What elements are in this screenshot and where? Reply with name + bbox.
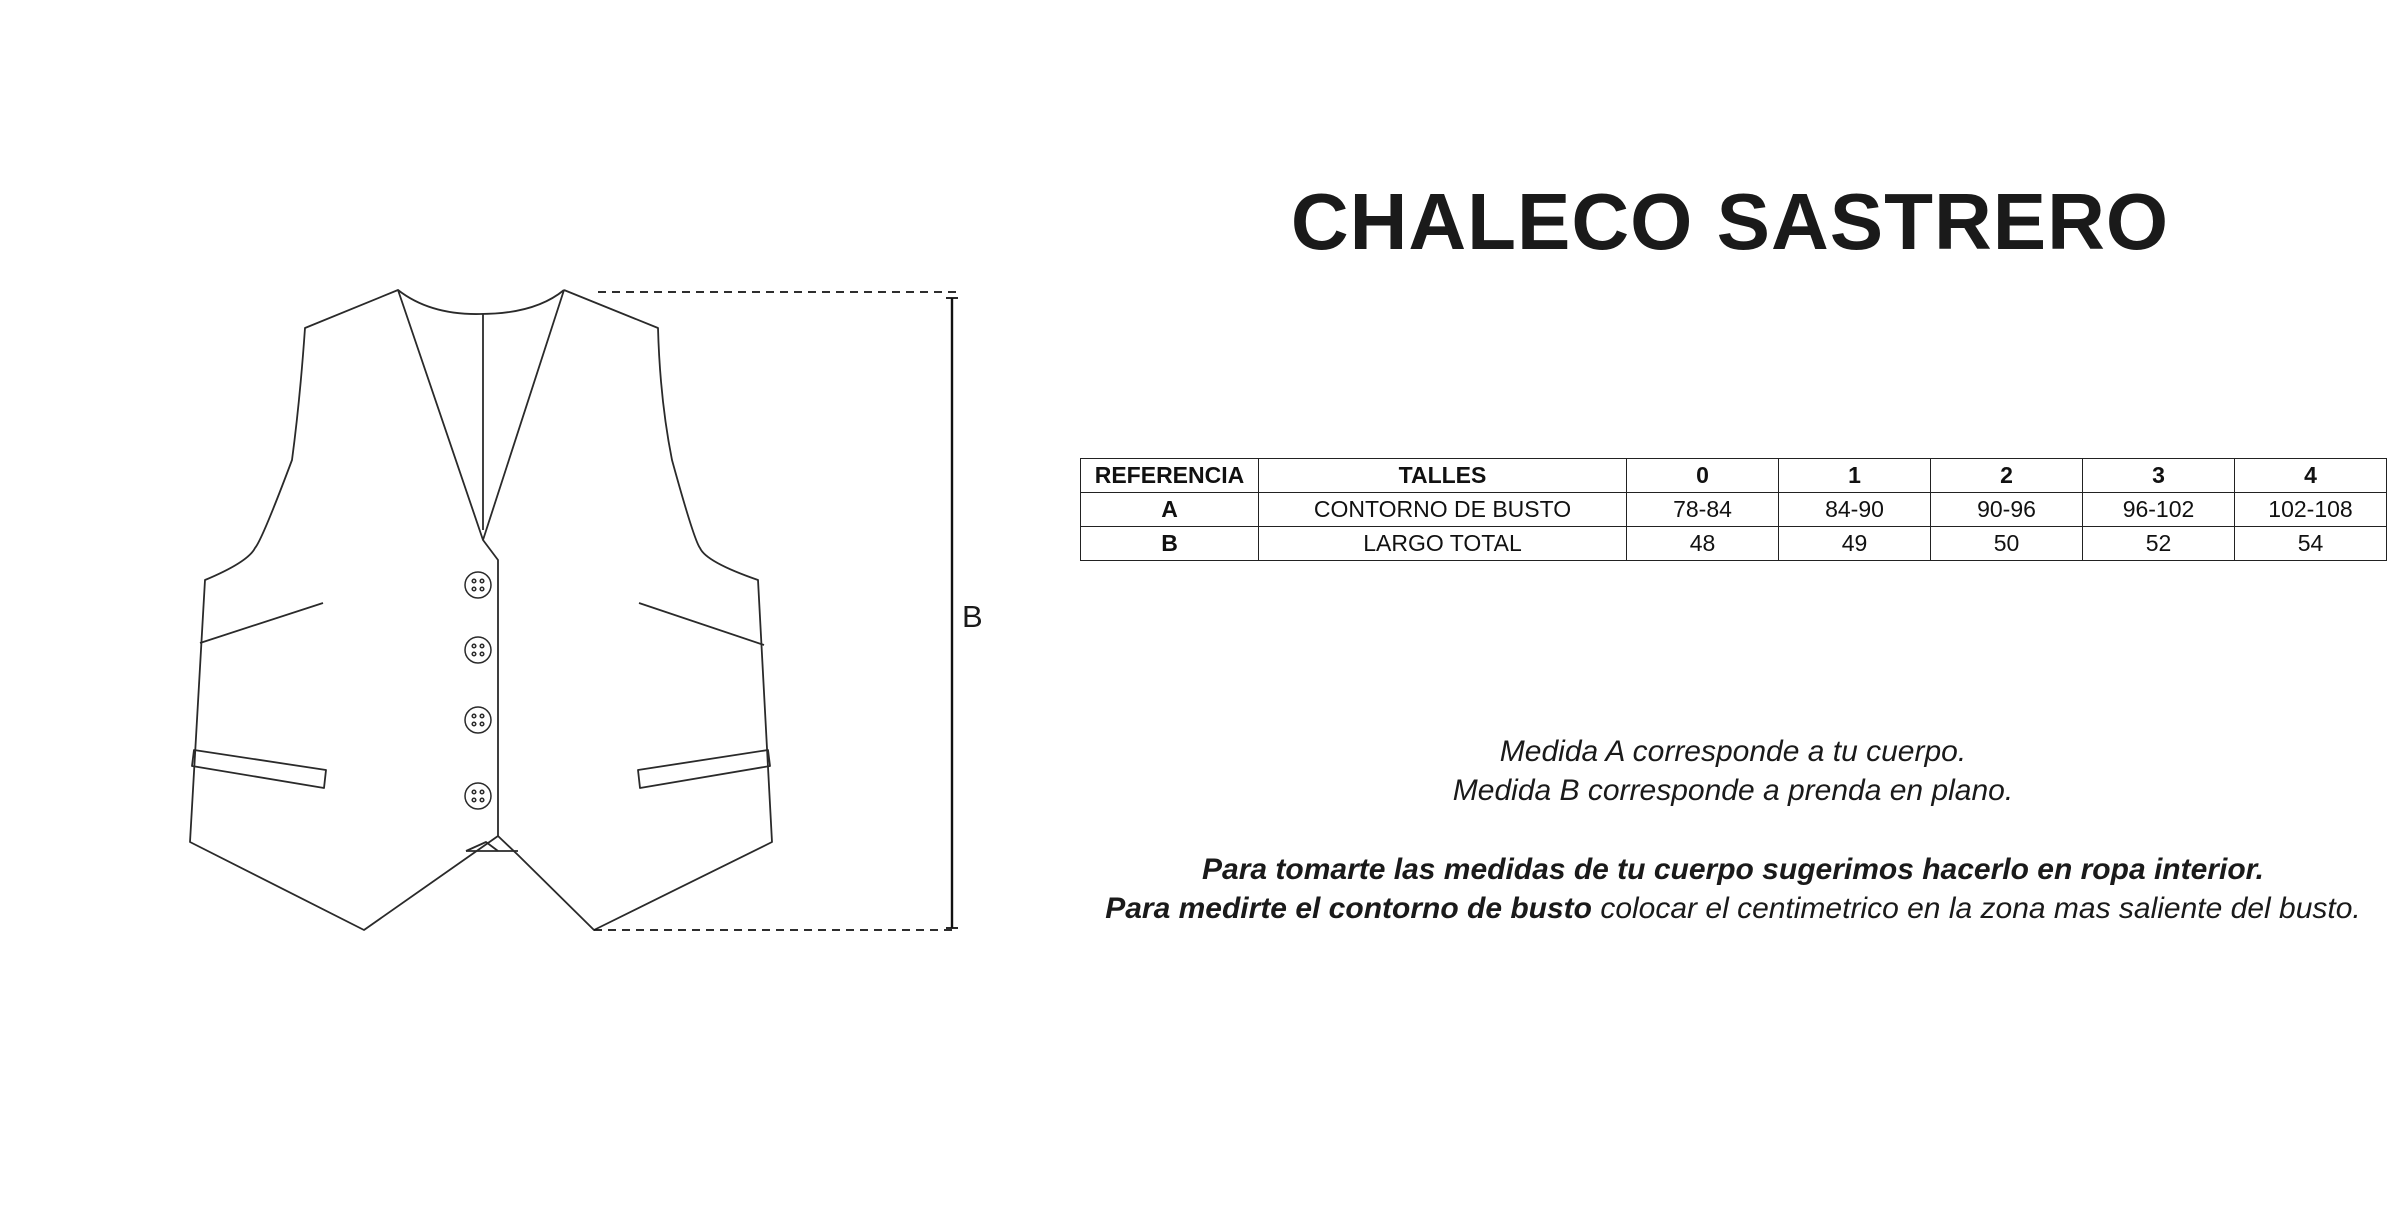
row-value: 54 — [2235, 527, 2387, 561]
note-line-4-rest: colocar el centimetrico en la zona mas saliente del busto. — [1592, 892, 2361, 925]
note-line-2: Medida B corresponde a prenda en plano. — [1452, 774, 2014, 807]
note-line-1: Medida A corresponde a tu cuerpo. — [1499, 735, 1967, 768]
table-row — [1081, 527, 2387, 561]
vest-technical-drawing — [0, 0, 1060, 1231]
vest-right-panel — [498, 290, 772, 930]
page-title: CHALECO SASTRERO — [1290, 177, 2170, 266]
row-measure: LARGO TOTAL — [1259, 527, 1627, 561]
vest-outline — [190, 290, 772, 930]
left-chest-pocket — [200, 603, 323, 643]
row-value: 96-102 — [2083, 493, 2235, 527]
table-header-row — [1081, 459, 2387, 493]
header-size-0: 0 — [1627, 459, 1779, 493]
note-line-3: Para tomarte las medidas de tu cuerpo sugerimos hacerlo en ropa interior. — [1202, 853, 2264, 886]
button-icon — [465, 572, 491, 598]
header-size-1: 1 — [1779, 459, 1931, 493]
row-value: 78-84 — [1627, 493, 1779, 527]
header-size-4: 4 — [2235, 459, 2387, 493]
left-welt-pocket — [192, 750, 326, 788]
row-value: 48 — [1627, 527, 1779, 561]
header-size-2: 2 — [1931, 459, 2083, 493]
note-line-4-bold: Para medirte el contorno de busto — [1105, 892, 1592, 925]
vest-left-panel — [190, 290, 498, 930]
row-value: 49 — [1779, 527, 1931, 561]
row-value: 102-108 — [2235, 493, 2387, 527]
size-table — [1080, 458, 2387, 561]
right-chest-pocket — [639, 603, 764, 645]
note-spacer — [1080, 810, 2386, 850]
dimension-label: B — [962, 599, 983, 634]
row-ref: B — [1081, 527, 1259, 561]
button-icon — [465, 783, 491, 809]
button-icon — [465, 707, 491, 733]
dimension-b — [594, 292, 958, 930]
row-ref: A — [1081, 493, 1259, 527]
row-value: 84-90 — [1779, 493, 1931, 527]
right-welt-pocket — [638, 750, 770, 788]
vest-neckline — [398, 290, 564, 314]
row-value: 52 — [2083, 527, 2235, 561]
measurement-notes — [1080, 732, 2386, 928]
row-value: 50 — [1931, 527, 2083, 561]
vest-right-lapel — [483, 290, 564, 540]
header-talles: TALLES — [1259, 459, 1627, 493]
header-referencia: REFERENCIA — [1081, 459, 1259, 493]
note-line-4 — [1080, 889, 2386, 928]
table-row — [1081, 493, 2387, 527]
button-icon — [465, 637, 491, 663]
row-measure: CONTORNO DE BUSTO — [1259, 493, 1627, 527]
row-value: 90-96 — [1931, 493, 2083, 527]
header-size-3: 3 — [2083, 459, 2235, 493]
vest-buttons — [465, 572, 491, 809]
